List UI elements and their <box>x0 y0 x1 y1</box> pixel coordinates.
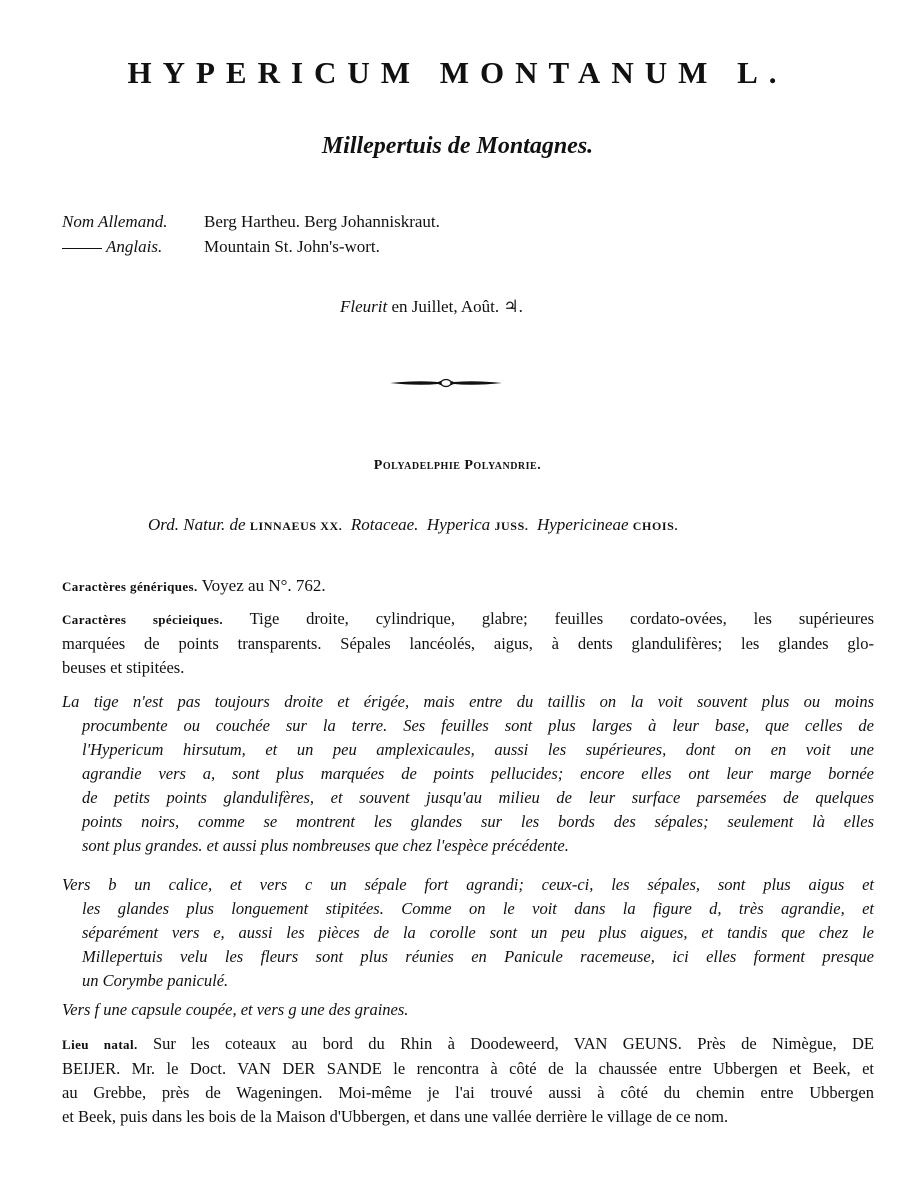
habitat-label: Lieu natal. <box>62 1037 138 1052</box>
text-line: les glandes plus longuement stipitées. Comme on le voit dans la figure d, très agrandie, et <box>82 899 874 918</box>
text-line: de petits points glandulifères, et souvent jusqu'au milieu de leur surface parsemées de quelques <box>82 788 874 807</box>
text-line: procumbente ou couchée sur la terre. Ses feuilles sont plus larges à leur base, que celles de <box>82 716 874 735</box>
text-line: l'Hypericum hirsutum, et un peu amplexicaules, aussi les supérieures, dont on en voit une <box>82 740 874 759</box>
text-line: sont plus grandes. et aussi plus nombreuses que chez l'espèce précédente. <box>82 836 569 855</box>
order-prefix: Ord. Natur. de <box>148 515 246 534</box>
text-line: Caractères spécieiques. Tige droite, cylindrique, glabre; feuilles cordato-ovées, les supérieures <box>62 609 874 628</box>
text-line: Vers b un calice, et vers c un sépale fort agrandi; ceux-ci, les sépales, sont plus aigus et <box>62 875 874 894</box>
text-line: un Corymbe paniculé. <box>82 971 229 990</box>
text-line: Lieu natal. Sur les coteaux au bord du Rhin à Doodeweerd, VAN GEUNS. Près de Nimègue, DE <box>62 1034 875 1053</box>
order-hyperica: Hyperica <box>426 515 491 534</box>
specific-label: Caractères spécieiques. <box>62 612 223 627</box>
generic-text: Voyez au N°. 762. <box>201 576 326 595</box>
common-name-english <box>62 237 440 262</box>
specific-characters <box>62 607 874 680</box>
natural-order <box>148 515 678 535</box>
order-hypericineae: Hypericineae <box>536 515 629 534</box>
order-juss: JUSS. <box>494 519 529 533</box>
text-line: beuses et stipitées. <box>62 658 185 677</box>
text-line: et Beek, puis dans les bois de la Maison d'Ubbergen, et dans une vallée derrière le village de ce nom. <box>62 1107 729 1126</box>
common-name-value: Mountain St. John's-wort. <box>204 237 380 256</box>
description-paragraph-2 <box>62 873 874 993</box>
common-name-label: Nom Allemand. <box>62 212 168 231</box>
text-line: au Grebbe, près de Wageningen. Moi-même je l'ai trouvé aussi à côté du chemin entre Ubbergen <box>62 1083 874 1102</box>
order-chois: CHOIS. <box>632 519 679 533</box>
common-name-value: Berg Hartheu. Berg Johanniskraut. <box>204 212 440 231</box>
ditto-dash <box>62 248 102 249</box>
order-linnaeus: LINNAEUS XX. <box>249 519 343 533</box>
flowering-text: en Juillet, Août. ♃. <box>391 297 523 316</box>
page-title: HYPERICUM MONTANUM L. <box>127 55 788 90</box>
text-line: Millepertuis velu les fleurs sont plus réunies en Panicule racemeuse, ici elles forment presque <box>82 947 874 966</box>
text-line: agrandie vers a, sont plus marquées de points pellucides; encore elles ont leur marge bornée <box>82 764 874 783</box>
order-rotaceae: Rotaceae. <box>350 515 419 534</box>
generic-label: Caractères génériques. <box>62 579 198 594</box>
generic-characters <box>62 576 326 596</box>
text-line: points noirs, comme se montrent les glandes sur les bords des sépales; seulement là elles <box>82 812 874 831</box>
text-line: La tige n'est pas toujours droite et érigée, mais entre du taillis on la voit souvent plus ou moins <box>62 692 874 711</box>
flowering-label: Fleurit <box>340 297 388 316</box>
text-line: séparément vers e, aussi les pièces de la corolle sont un peu plus aigues, et tandis que chez le <box>82 923 874 942</box>
text-line: marquées de points transparents. Sépales lancéolés, aigus, à dents glandulifères; les glandes glo- <box>62 634 874 653</box>
page-subtitle: Millepertuis de Montagnes. <box>321 133 594 159</box>
description-paragraph-3 <box>62 998 874 1022</box>
common-name-label: Anglais. <box>62 237 204 257</box>
ornamental-divider <box>390 376 502 390</box>
native-habitat <box>62 1032 874 1129</box>
common-name-german <box>62 212 440 237</box>
common-names <box>62 212 440 262</box>
text-line: Vers f une capsule coupée, et vers g une des graines. <box>62 1000 409 1019</box>
linnaean-class: Polyadelphie Polyandrie. <box>373 458 542 473</box>
description-paragraph-1 <box>62 690 874 858</box>
text-line: BEIJER. Mr. le Doct. VAN DER SANDE le rencontra à côté de la chaussée entre Ubbergen et Beek, et <box>62 1059 874 1078</box>
flowering-period <box>340 297 523 317</box>
